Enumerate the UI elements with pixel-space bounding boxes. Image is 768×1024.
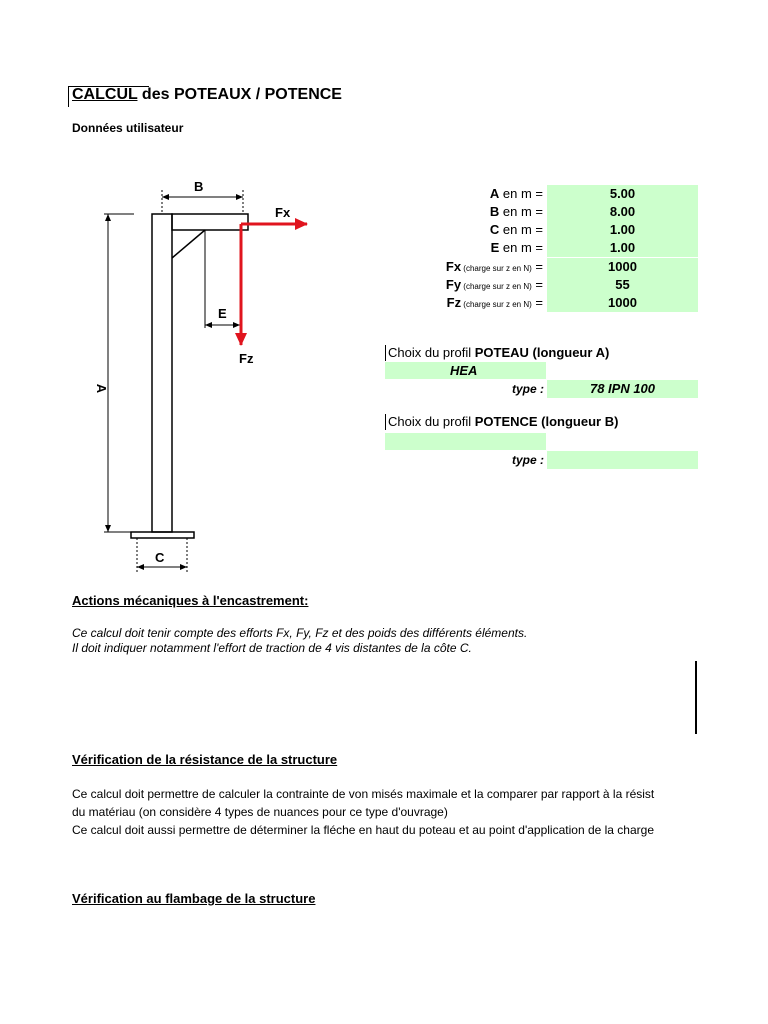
- param-e-value[interactable]: 1.00: [547, 239, 698, 257]
- section-actions-heading: Actions mécaniques à l'encastrement:: [72, 593, 309, 608]
- poteau-choice-heading: Choix du profil POTEAU (longueur A): [385, 344, 698, 362]
- potence-type-label: type :: [511, 453, 544, 467]
- section-resistance-line2: du matériau (on considère 4 types de nuances pour ce type d'ouvrage): [72, 805, 448, 819]
- param-b-value[interactable]: 8.00: [547, 203, 698, 221]
- param-a-value[interactable]: 5.00: [547, 185, 698, 203]
- param-row-a: A en m = 5.00: [385, 185, 698, 203]
- potence-profile-select[interactable]: [385, 433, 546, 450]
- section-actions-line2: Il doit indiquer notamment l'effort de traction de 4 vis distantes de la côte C.: [72, 641, 472, 655]
- param-fz-value[interactable]: 1000: [547, 294, 698, 312]
- user-data-subtitle: Données utilisateur: [72, 121, 184, 135]
- brace: [172, 230, 205, 258]
- poteau-type-label: type :: [511, 382, 544, 396]
- cell-border-mark: [695, 661, 697, 734]
- poteau-profile-select[interactable]: [385, 362, 546, 379]
- section-resistance-line3: Ce calcul doit aussi permettre de déterminer la fléche en haut du poteau et au point d'application de la charge: [72, 823, 654, 837]
- param-row-e: E en m = 1.00: [385, 239, 698, 257]
- dim-label-e: E: [218, 306, 227, 321]
- param-c-value[interactable]: 1.00: [547, 221, 698, 239]
- force-label-fx: Fx: [275, 205, 291, 220]
- poteau-profile-value: HEA: [450, 363, 478, 378]
- section-actions-line1: Ce calcul doit tenir compte des efforts Fx, Fy, Fz et des poids des différents éléments.: [72, 626, 528, 640]
- column-post: [152, 214, 172, 532]
- section-resistance-line1: Ce calcul doit permettre de calculer la contrainte de von misés maximale et la comparer par rapport à la résist: [72, 787, 655, 801]
- param-row-fz: Fz (charge sur z en N) = 1000: [385, 294, 698, 312]
- dim-label-b: B: [194, 179, 204, 194]
- gallows-diagram: [95, 170, 325, 575]
- param-fx-value[interactable]: 1000: [547, 258, 698, 276]
- param-row-b: B en m = 8.00: [385, 203, 698, 221]
- poteau-type-value[interactable]: 78 IPN 100: [547, 380, 698, 398]
- force-label-fz: Fz: [239, 351, 254, 366]
- param-row-fy: Fy (charge sur z en N) = 55: [385, 276, 698, 294]
- dim-label-c: C: [155, 550, 165, 565]
- dim-label-a: A: [94, 383, 110, 394]
- param-fy-value[interactable]: 55: [547, 276, 698, 294]
- section-resistance-heading: Vérification de la résistance de la structure: [72, 752, 338, 767]
- page-title: CALCUL des POTEAUX / POTENCE: [72, 86, 342, 103]
- potence-choice-heading: Choix du profil POTENCE (longueur B): [385, 413, 698, 431]
- potence-type-value[interactable]: [547, 451, 698, 469]
- param-row-c: C en m = 1.00: [385, 221, 698, 239]
- param-row-fx: Fx (charge sur z en N) = 1000: [385, 258, 698, 276]
- jib-beam: [172, 214, 248, 230]
- section-buckling-heading: Vérification au flambage de la structure: [72, 891, 316, 906]
- base-plate: [131, 532, 194, 538]
